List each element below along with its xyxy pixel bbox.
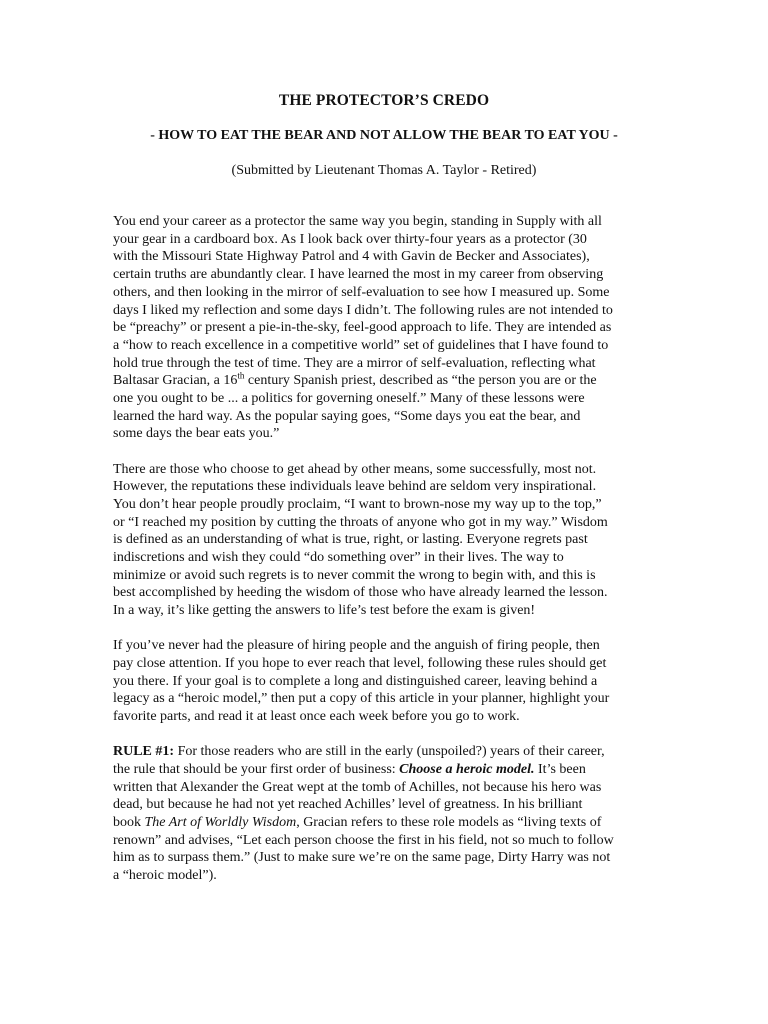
text-line: your gear in a cardboard box. As I look back over thirty-four years as a protector (30 xyxy=(113,231,587,247)
text-line: There are those who choose to get ahead by other means, some successfully, most not. xyxy=(113,461,597,477)
text-fragment: the rule that should be your first order of business: xyxy=(113,761,400,777)
text-line: dead, but because he had not yet reached Achilles’ level of greatness. In his brilliant xyxy=(113,797,583,813)
text-line: with the Missouri State Highway Patrol and 4 with Gavin de Becker and Associates), xyxy=(113,249,590,265)
text-line: learned the hard way. As the popular saying goes, “Some days you eat the bear, and xyxy=(113,408,581,424)
text-line: indiscretions and wish they could “do something over” in their lives. The way to xyxy=(113,550,564,566)
document-byline: (Submitted by Lieutenant Thomas A. Taylor - Retired) xyxy=(231,163,537,178)
text-line: You don’t hear people proudly proclaim, “I want to brown-nose my way up to the top,” xyxy=(113,496,602,512)
text-line: days I liked my reflection and some days I didn’t. The following rules are not intended to xyxy=(113,302,613,318)
text-line: others, and then looking in the mirror of self-evaluation to see how I measured up. Some xyxy=(113,284,610,300)
text-line: him as to surpass them.” (Just to make sure we’re on the same page, Dirty Harry was not xyxy=(113,850,611,866)
text-line: written that Alexander the Great wept at the tomb of Achilles, not because his hero was xyxy=(113,779,602,795)
text-fragment: It’s been xyxy=(534,761,586,777)
text-line xyxy=(113,743,661,761)
text-line xyxy=(113,761,661,779)
text-line: be “preachy” or present a pie-in-the-sky, feel-good approach to life. They are intended as xyxy=(113,320,612,336)
text-line: you there. If your goal is to complete a long and distinguished career, leaving behind a xyxy=(113,673,598,689)
document-body xyxy=(113,213,661,902)
text-fragment: For those readers who are still in the early (unspoiled?) years of their career, xyxy=(174,744,605,760)
text-line: best accomplished by heeding the wisdom of those who have already learned the lesson. xyxy=(113,585,608,601)
text-line: If you’ve never had the pleasure of hiring people and the anguish of firing people, then xyxy=(113,638,600,654)
text-line: minimize or avoid such regrets is to never commit the wrong to begin with, and this is xyxy=(113,567,596,583)
paragraph-1 xyxy=(113,213,661,443)
text-line: legacy as a “heroic model,” then put a copy of this article in your planner, highlight your xyxy=(113,691,610,707)
text-fragment: century Spanish priest, described as “the person you are or the xyxy=(244,373,597,389)
text-line: You end your career as a protector the same way you begin, standing in Supply with all xyxy=(113,214,602,229)
text-line: In a way, it’s like getting the answers to life’s test before the exam is given! xyxy=(113,603,536,619)
superscript: th xyxy=(237,370,245,381)
text-line xyxy=(113,814,661,832)
text-line: renown” and advises, “Let each person choose the first in his field, not so much to follow xyxy=(113,832,614,848)
paragraph-2 xyxy=(113,461,661,620)
rule-heading: RULE #1: xyxy=(113,744,175,760)
document-title: THE PROTECTOR’S CREDO xyxy=(278,92,490,109)
text-line: favorite parts, and read it at least once each week before you go to work. xyxy=(113,709,520,725)
text-line xyxy=(113,372,661,390)
paragraph-3 xyxy=(113,637,661,726)
document-subtitle: - HOW TO EAT THE BEAR AND NOT ALLOW THE BEAR TO EAT YOU - xyxy=(150,128,618,143)
rule-emphasis: Choose a heroic model. xyxy=(399,761,535,777)
text-fragment: Baltasar Gracian, a 16 xyxy=(113,373,238,389)
text-fragment: book xyxy=(113,814,145,830)
paragraph-rule-1 xyxy=(113,743,661,885)
text-line: hold true through the test of time. They are a mirror of self-evaluation, reflecting what xyxy=(113,355,596,371)
text-line: is defined as an understanding of what is true, right, or lasting. Everyone regrets past xyxy=(113,532,588,548)
book-title: The Art of Worldly Wisdom xyxy=(144,814,297,830)
text-line: pay close attention. If you hope to ever reach that level, following these rules should get xyxy=(113,655,607,671)
text-line: certain truths are abundantly clear. I have learned the most in my career from observing xyxy=(113,267,604,283)
text-fragment: , Gracian refers to these role models as “living texts of xyxy=(296,814,602,830)
text-line: a “heroic model”). xyxy=(113,868,217,884)
text-line: some days the bear eats you.” xyxy=(113,426,280,442)
text-line: or “I reached my position by cutting the throats of anyone who got in my way.” Wisdom xyxy=(113,514,608,530)
text-line: a “how to reach excellence in a competitive world” set of guidelines that I have found to xyxy=(113,337,609,353)
text-line: However, the reputations these individuals leave behind are seldom very inspirational. xyxy=(113,479,597,495)
text-line: one you ought to be ... a politics for governing oneself.” Many of these lessons were xyxy=(113,391,585,407)
